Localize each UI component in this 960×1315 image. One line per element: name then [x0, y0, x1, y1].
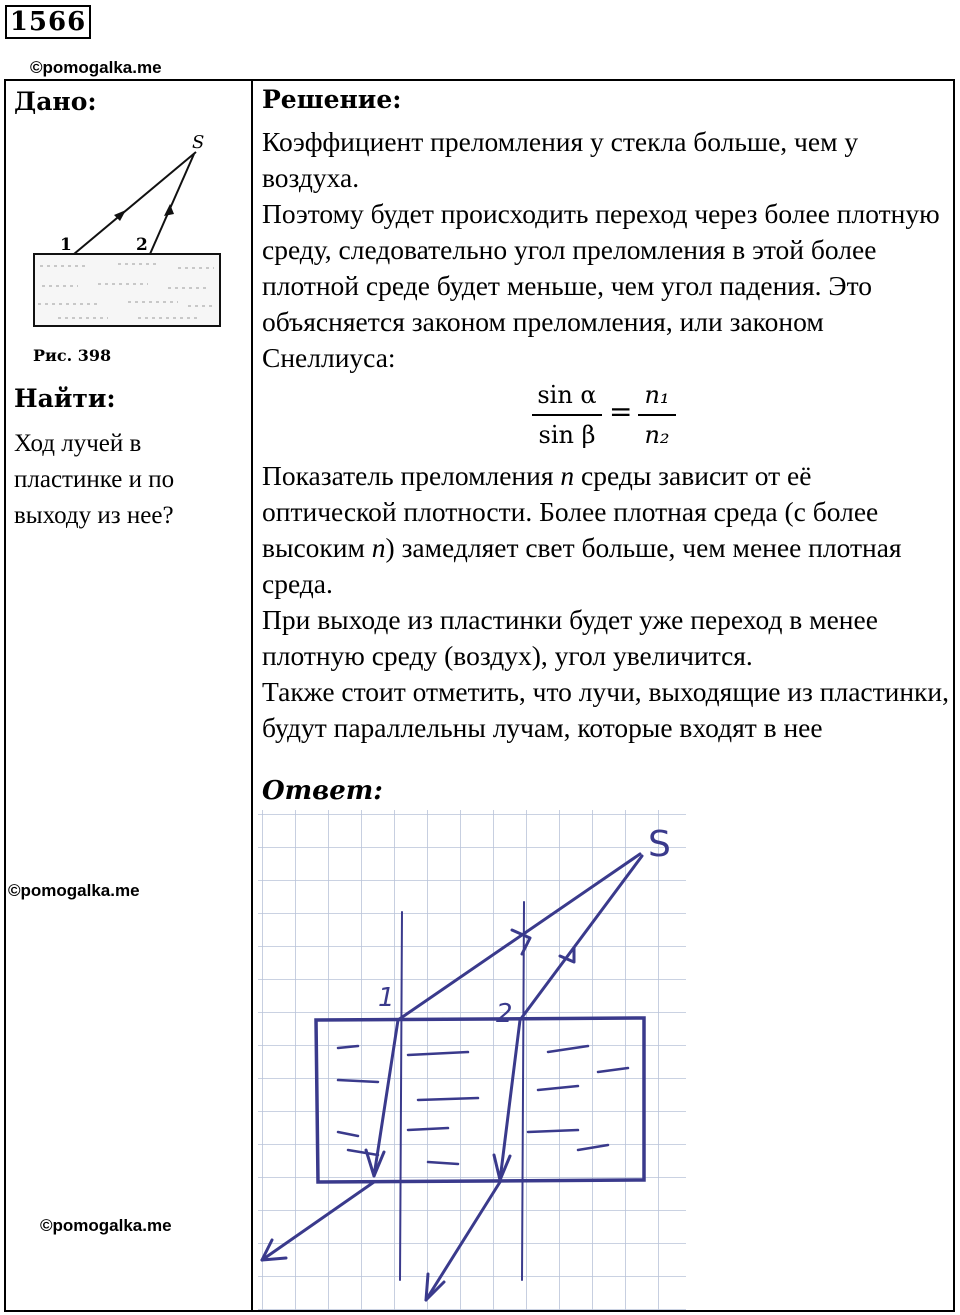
- problem-number: 1566: [5, 5, 91, 39]
- answer-label: Ответ:: [262, 776, 383, 806]
- find-heading: Найти:: [14, 384, 116, 413]
- find-text: Ход лучей в пластинке и по выходу из нее?: [14, 430, 175, 529]
- watermark: ©pomogalka.me: [8, 881, 140, 900]
- solution-paragraph: Также стоит отметить, что лучи, выходящие из пластинки, будут параллельны лучам, которые входят в нее: [262, 676, 950, 743]
- given-figure: [28, 126, 228, 336]
- ray-2-label: 2: [136, 235, 148, 255]
- formula-num-left: sin α: [537, 381, 597, 409]
- answer-figure: [258, 810, 686, 1310]
- formula-den-right: n₂: [644, 421, 670, 449]
- figure-caption: Рис. 398: [33, 346, 112, 365]
- ray-2-arrow: [164, 204, 174, 216]
- ray-1-label: 1: [60, 235, 72, 255]
- ray-1-label: 1: [378, 983, 395, 1013]
- source-label: S: [648, 824, 671, 865]
- formula-left-fraction: [532, 378, 602, 452]
- ray-2-label: 2: [496, 999, 513, 1029]
- solution-paragraph: При выходе из пластинки будет уже переход в менее плотную среду (воздух), угол увеличится.: [262, 604, 878, 671]
- source-label: S: [192, 132, 205, 153]
- watermark: ©pomogalka.me: [30, 58, 162, 77]
- solution-heading: Решение:: [262, 85, 402, 114]
- formula-right-fraction: [638, 378, 676, 452]
- solution-body: [262, 124, 950, 746]
- ray-2: [150, 154, 194, 254]
- formula-equals: =: [609, 395, 633, 428]
- ray-1: [74, 152, 196, 254]
- formula-den-left: sin β: [538, 421, 596, 449]
- glass-plate: [34, 254, 220, 326]
- solution-paragraph: Показатель преломления n среды зависит от её оптической плотности. Более плотная среда (с более высоким n) замедляет свет больше, чем менее плотная среда.: [262, 460, 902, 599]
- solution-paragraph: Поэтому будет происходить переход через более плотную среду, следовательно угол преломления в этой более плотной среде будет меньше, чем угол падения. Это объясняется законом преломления, или законом Снеллиуса:: [262, 198, 940, 373]
- formula-num-right: n₁: [644, 381, 670, 409]
- column-divider: [251, 79, 253, 1312]
- given-heading: Дано:: [14, 87, 97, 116]
- snell-formula: [262, 376, 950, 458]
- watermark: ©pomogalka.me: [40, 1216, 172, 1235]
- solution-paragraph: Коэффициент преломления у стекла больше, чем у воздуха.: [262, 126, 859, 193]
